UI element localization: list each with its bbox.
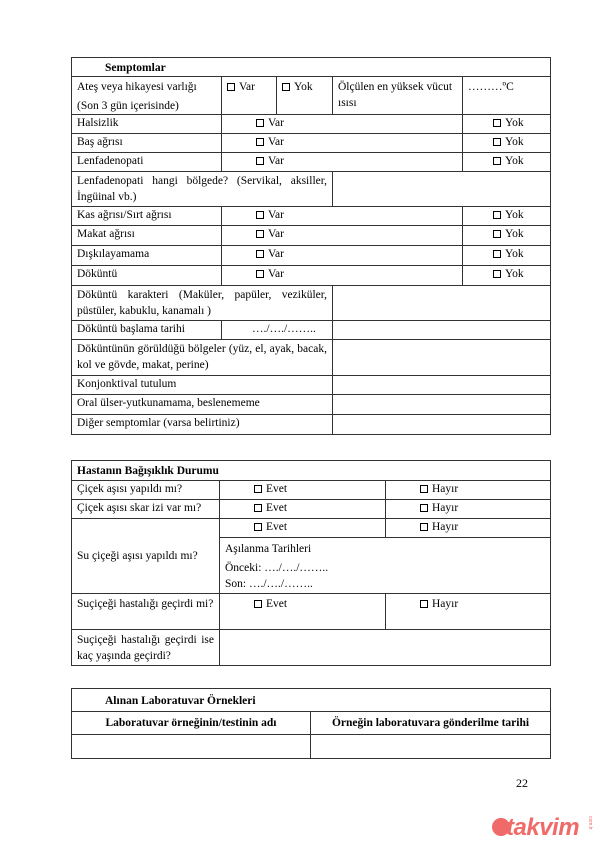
watermark-logo [484, 812, 594, 842]
immunity-table [71, 460, 551, 666]
fever-yes-checkbox[interactable] [227, 83, 235, 91]
muscle-pain-yes-cell[interactable] [222, 207, 463, 226]
conjunctivitis-label: Konjonktival tutulum [72, 376, 333, 395]
rash-location-label: Döküntünün görüldüğü bölgeler (yüz, el, ayak, bacak, kol ve gövde, makat, perine) [72, 340, 333, 376]
fever-yes-cell[interactable] [222, 77, 277, 115]
vaccination-dates-label: Aşılanma Tarihleri [225, 543, 312, 555]
halsizlik-yes-cell[interactable] [222, 115, 463, 134]
lymph-region-answer[interactable] [333, 172, 551, 207]
rash-no-label: Yok [505, 268, 524, 280]
anal-pain-no-checkbox[interactable] [493, 230, 501, 238]
rash-label: Döküntü [72, 266, 222, 286]
anal-pain-label: Makat ağrısı [72, 226, 222, 246]
headache-label: Baş ağrısı [72, 134, 222, 153]
smallpox-vaccine-no-cell[interactable] [386, 481, 551, 500]
lab-test-name-cell[interactable] [72, 735, 311, 759]
defecation-yes-cell[interactable] [222, 246, 463, 266]
defecation-label: Dışkılayamama [72, 246, 222, 266]
rash-location-answer[interactable] [333, 340, 551, 376]
fever-label [72, 77, 222, 115]
had-varicella-yes-cell[interactable] [220, 594, 386, 630]
lab-table [71, 688, 551, 759]
oral-ulcer-label: Oral ülser-yutkunamama, beslenememe [72, 395, 333, 415]
fever-no-label: Yok [294, 81, 313, 93]
symptoms-header: Semptomlar [72, 58, 551, 77]
lab-col-send-date: Örneğin laboratuvara gönderilme tarihi [311, 712, 551, 735]
defecation-no-checkbox[interactable] [493, 250, 501, 258]
halsizlik-yes-label: Var [268, 117, 284, 129]
had-varicella-yes-checkbox[interactable] [254, 600, 262, 608]
lymph-no-cell[interactable] [463, 153, 551, 172]
halsizlik-no-cell[interactable] [463, 115, 551, 134]
varicella-vaccine-no-cell[interactable] [386, 519, 551, 538]
smallpox-scar-no-cell[interactable] [386, 500, 551, 519]
vaccination-last-date[interactable]: Son: …./…./…….. [225, 578, 313, 590]
had-varicella-label: Suçiçeği hastalığı geçirdi mi? [72, 594, 220, 630]
smallpox-scar-no-label: Hayır [432, 502, 459, 514]
defecation-yes-label: Var [268, 248, 284, 260]
other-symptoms-label: Diğer semptomlar (varsa belirtiniz) [72, 415, 333, 435]
fever-label-line1: Ateş veya hikayesi varlığı [77, 81, 197, 93]
varicella-vaccine-yes-label: Evet [266, 521, 288, 533]
rash-no-checkbox[interactable] [493, 270, 501, 278]
varicella-age-answer[interactable] [220, 630, 551, 666]
vaccination-dates-cell [220, 538, 551, 594]
muscle-pain-yes-checkbox[interactable] [256, 211, 264, 219]
anal-pain-yes-label: Var [268, 228, 284, 240]
varicella-vaccine-yes-checkbox[interactable] [254, 523, 262, 531]
rash-start-date[interactable]: …./…./…….. [222, 321, 333, 340]
lab-send-date-cell[interactable] [311, 735, 551, 759]
fever-yes-label: Var [239, 81, 255, 93]
headache-no-cell[interactable] [463, 134, 551, 153]
fever-no-checkbox[interactable] [282, 83, 290, 91]
varicella-vaccine-no-label: Hayır [432, 521, 459, 533]
halsizlik-no-checkbox[interactable] [493, 119, 501, 127]
muscle-pain-no-cell[interactable] [463, 207, 551, 226]
vaccination-previous-date[interactable]: Önceki: …./…./…….. [225, 562, 329, 574]
rash-yes-label: Var [268, 268, 284, 280]
lymph-label: Lenfadenopati [72, 153, 222, 172]
rash-character-answer[interactable] [333, 286, 551, 321]
oral-ulcer-answer[interactable] [333, 395, 551, 415]
varicella-vaccine-yes-cell[interactable] [220, 519, 386, 538]
anal-pain-no-cell[interactable] [463, 226, 551, 246]
rash-start-blank [333, 321, 551, 340]
varicella-vaccine-label: Su çiçeği aşısı yapıldı mı? [72, 519, 220, 594]
conjunctivitis-answer[interactable] [333, 376, 551, 395]
defecation-no-label: Yok [505, 248, 524, 260]
defecation-yes-checkbox[interactable] [256, 250, 264, 258]
lymph-no-label: Yok [505, 155, 524, 167]
varicella-age-label: Suçiçeği hastalığı geçirdi ise kaç yaşında geçirdi? [72, 630, 220, 666]
lymph-no-checkbox[interactable] [493, 157, 501, 165]
rash-yes-cell[interactable] [222, 266, 463, 286]
varicella-vaccine-no-checkbox[interactable] [420, 523, 428, 531]
max-temp-label-line1: Ölçülen en yüksek vücut [338, 81, 453, 93]
had-varicella-no-checkbox[interactable] [420, 600, 428, 608]
smallpox-vaccine-yes-checkbox[interactable] [254, 485, 262, 493]
watermark-text: takvim [506, 814, 580, 841]
fever-no-cell[interactable] [277, 77, 333, 115]
lab-col-test-name: Laboratuvar örneğinin/testinin adı [72, 712, 311, 735]
had-varicella-no-label: Hayır [432, 598, 459, 610]
headache-no-checkbox[interactable] [493, 138, 501, 146]
lab-header: Alınan Laboratuvar Örnekleri [72, 689, 551, 712]
page-number: 22 [516, 776, 528, 790]
max-temp-value[interactable]: ………ºC [463, 77, 551, 115]
anal-pain-yes-cell[interactable] [222, 226, 463, 246]
defecation-no-cell[interactable] [463, 246, 551, 266]
halsizlik-label: Halsizlik [72, 115, 222, 134]
smallpox-scar-yes-label: Evet [266, 502, 288, 514]
headache-yes-label: Var [268, 136, 284, 148]
watermark-domain: com.tr [587, 816, 593, 830]
halsizlik-no-label: Yok [505, 117, 524, 129]
smallpox-scar-yes-cell[interactable] [220, 500, 386, 519]
rash-no-cell[interactable] [463, 266, 551, 286]
lymph-yes-checkbox[interactable] [256, 157, 264, 165]
symptoms-table [71, 57, 551, 435]
max-temp-label [333, 77, 463, 115]
lymph-yes-cell[interactable] [222, 153, 463, 172]
muscle-pain-label: Kas ağrısı/Sırt ağrısı [72, 207, 222, 226]
muscle-pain-no-checkbox[interactable] [493, 211, 501, 219]
rash-yes-checkbox[interactable] [256, 270, 264, 278]
other-symptoms-answer[interactable] [333, 415, 551, 435]
rash-start-label: Döküntü başlama tarihi [72, 321, 222, 340]
muscle-pain-yes-label: Var [268, 209, 284, 221]
smallpox-scar-yes-checkbox[interactable] [254, 504, 262, 512]
smallpox-vaccine-label: Çiçek aşısı yapıldı mı? [72, 481, 220, 500]
lymph-yes-label: Var [268, 155, 284, 167]
lymph-region-label: Lenfadenopati hangi bölgede? (Servikal, aksiller, İngüinal vb.) [72, 172, 333, 207]
smallpox-scar-label: Çiçek aşısı skar izi var mı? [72, 500, 220, 519]
muscle-pain-no-label: Yok [505, 209, 524, 221]
headache-yes-cell[interactable] [222, 134, 463, 153]
headache-no-label: Yok [505, 136, 524, 148]
smallpox-vaccine-no-checkbox[interactable] [420, 485, 428, 493]
max-temp-label-line2: ısısı [338, 97, 357, 109]
had-varicella-yes-label: Evet [266, 598, 288, 610]
anal-pain-no-label: Yok [505, 228, 524, 240]
had-varicella-no-cell[interactable] [386, 594, 551, 630]
rash-character-label: Döküntü karakteri (Maküler, papüler, veziküler, püstüler, kabuklu, kanamalı ) [72, 286, 333, 321]
headache-yes-checkbox[interactable] [256, 138, 264, 146]
halsizlik-yes-checkbox[interactable] [256, 119, 264, 127]
smallpox-vaccine-yes-cell[interactable] [220, 481, 386, 500]
smallpox-vaccine-yes-label: Evet [266, 483, 288, 495]
smallpox-vaccine-no-label: Hayır [432, 483, 459, 495]
anal-pain-yes-checkbox[interactable] [256, 230, 264, 238]
fever-label-line2: (Son 3 gün içerisinde) [77, 100, 179, 112]
immunity-header: Hastanın Bağışıklık Durumu [72, 461, 551, 481]
smallpox-scar-no-checkbox[interactable] [420, 504, 428, 512]
